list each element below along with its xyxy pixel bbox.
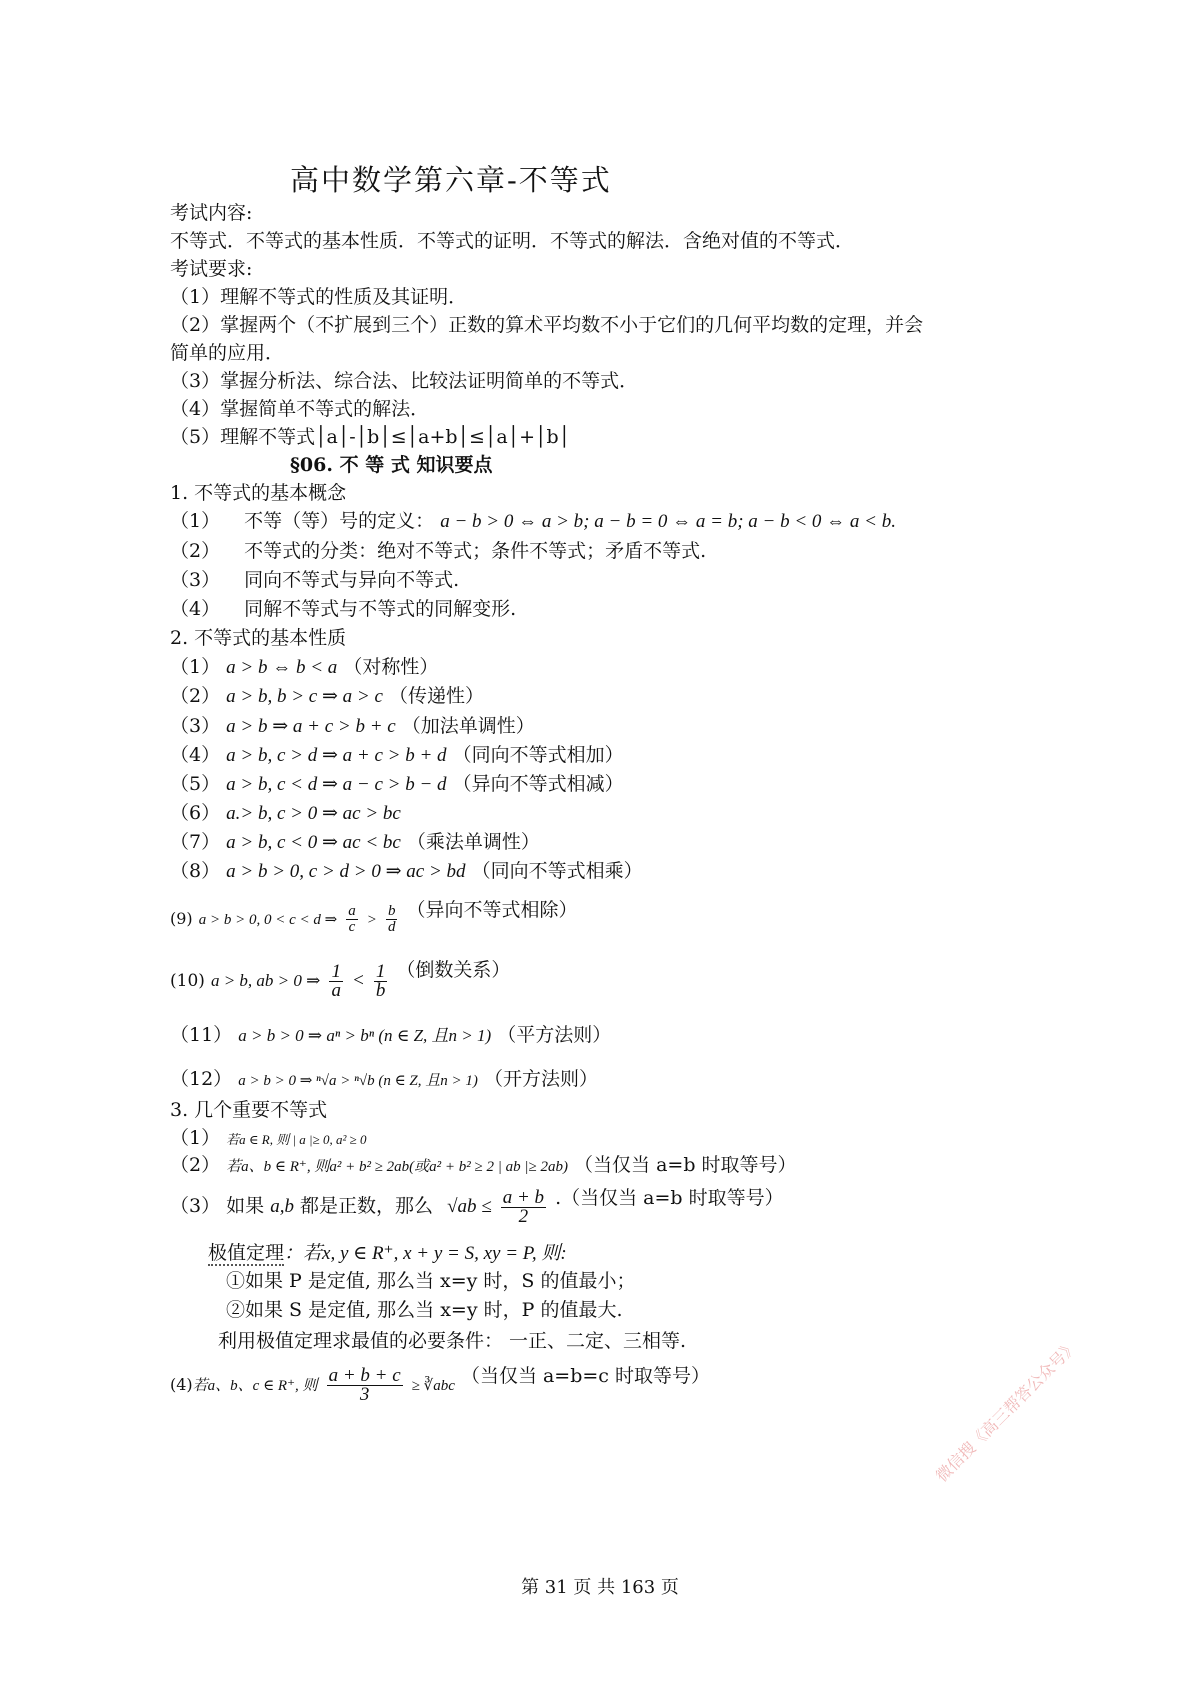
- sec1-item-1: [170, 508, 896, 535]
- requirement-5: （5）理解不等式│a│-│b│≤│a+b│≤│a│+│b│: [170, 426, 571, 448]
- property-8: [170, 858, 643, 885]
- property-math: a > b > 0 ⇒ ⁿ√a > ⁿ√b (n ∈ Z, 且n > 1): [238, 1073, 478, 1089]
- property-3: [170, 713, 535, 740]
- inequality-1: [170, 1125, 367, 1153]
- inequality-note: （当仅当 a=b 时取等号）: [574, 1154, 797, 1176]
- property-num: (10): [170, 971, 205, 991]
- sec1-item-num: （3）: [170, 569, 221, 591]
- property-math: a > b, c > d ⇒ a + c > b + d: [226, 745, 447, 766]
- requirement-4: （4）掌握简单不等式的解法．: [170, 398, 430, 420]
- requirement-2-cont: 简单的应用．: [170, 342, 285, 364]
- property-note: （倒数关系）: [396, 959, 511, 981]
- property-10: [170, 958, 510, 1003]
- extreme-value-theorem: [208, 1240, 567, 1267]
- inequality-note: .（当仅当 a=b 时取等号）: [555, 1187, 784, 1209]
- inequality-math: 若a ∈ R, 则 | a |≥ 0, a² ≥ 0: [226, 1132, 367, 1147]
- property-math: a > b > 0, 0 < c < d ⇒: [198, 912, 338, 928]
- inequality-4: [170, 1362, 710, 1408]
- sec1-item-3: [170, 567, 459, 593]
- exam-content-heading: 考试内容:: [170, 202, 253, 224]
- property-12: [170, 1066, 598, 1094]
- property-math: a > b ⇒ a + c > b + c: [226, 716, 396, 737]
- property-num: （6）: [170, 802, 221, 824]
- property-num: （4）: [170, 744, 221, 766]
- property-1: [170, 654, 438, 681]
- sec3-heading: 3. 几个重要不等式: [170, 1099, 328, 1121]
- property-num: （3）: [170, 715, 221, 737]
- theorem-label: 极值定理: [208, 1242, 285, 1264]
- property-note: （传递性）: [388, 685, 484, 707]
- requirement-1: （1）理解不等式的性质及其证明．: [170, 286, 468, 308]
- sec1-item-num: （1）: [170, 510, 221, 532]
- theorem-line-3: 利用极值定理求最值的必要条件： 一正、二定、三相等.: [218, 1330, 687, 1352]
- theorem-condition: ：若x, y ∈ R⁺, x + y = S, xy = P, 则:: [284, 1243, 567, 1264]
- page-footer: 第 31 页 共 163 页: [521, 1577, 679, 1598]
- fraction-1-over-b: $\frac{1}{b}$: [375, 960, 386, 1001]
- property-note: （加法单调性）: [401, 715, 535, 737]
- property-note: （乘法单调性）: [406, 831, 540, 853]
- inequality-math: √ab ≤: [447, 1196, 492, 1217]
- less-than-sign: <: [351, 970, 365, 991]
- property-7: [170, 829, 540, 856]
- property-num: （2）: [170, 685, 221, 707]
- sec1-item-text: 同向不等式与异向不等式.: [244, 569, 460, 591]
- theorem-line-2: ②如果 S 是定值, 那么当 x=y 时，P 的值最大.: [226, 1299, 623, 1321]
- inequality-note: （当仅当 a=b=c 时取等号）: [460, 1365, 710, 1387]
- sec1-item-4: [170, 596, 516, 622]
- fraction-a-over-c: $\frac{a}{c}$: [348, 902, 356, 935]
- exam-content-text: 不等式．不等式的基本性质．不等式的证明．不等式的解法．含绝对值的不等式．: [170, 230, 855, 252]
- property-5: [170, 771, 624, 798]
- fraction-1-over-a: $\frac{1}{a}$: [331, 960, 341, 1001]
- inequality-text: 都是正数，那么: [300, 1195, 434, 1217]
- watermark: 微信搜《高三帮答公众号》: [932, 1336, 1082, 1486]
- sec1-heading: 1. 不等式的基本概念: [170, 482, 347, 504]
- property-math: a.> b, c > 0 ⇒ ac > bc: [226, 803, 401, 824]
- property-note: （同向不等式相乘）: [471, 860, 643, 882]
- property-math: a > b, ab > 0 ⇒: [210, 971, 321, 990]
- property-math: a > b > 0 ⇒ aⁿ > bⁿ (n ∈ Z, 且n > 1): [238, 1026, 492, 1045]
- property-6: [170, 800, 401, 827]
- property-note: （异向不等式相除）: [406, 899, 578, 921]
- sec1-item-num: （2）: [170, 540, 221, 562]
- page-title: 高中数学第六章-不等式: [290, 163, 612, 197]
- property-math: a > b ⇔ b < a: [226, 657, 338, 678]
- fraction-a-plus-b-over-2: $\frac{a + b}{2}$: [502, 1186, 545, 1227]
- property-num: （1）: [170, 656, 221, 678]
- fraction-b-over-d: $\frac{b}{d}$: [387, 902, 396, 935]
- inequality-rhs: ≥ ∛abc: [411, 1378, 455, 1394]
- inequality-text: 如果: [226, 1195, 265, 1217]
- inequality-math: 若a、b ∈ R⁺, 则a² + b² ≥ 2ab(或a² + b² ≥ 2 | ab |≥ 2ab): [226, 1159, 568, 1175]
- sec2-heading: 2. 不等式的基本性质: [170, 627, 347, 649]
- property-2: [170, 683, 484, 710]
- property-math: a > b, c < d ⇒ a − c > b − d: [226, 774, 447, 795]
- theorem-line-1: ①如果 P 是定值, 那么当 x=y 时，S 的值最小；: [226, 1270, 636, 1292]
- property-num: （7）: [170, 831, 221, 853]
- fraction-abc-over-3: $\frac{a + b + c}{3}$: [328, 1364, 401, 1405]
- property-num: （5）: [170, 773, 221, 795]
- sec1-item-text: 不等式的分类：绝对不等式；条件不等式；矛盾不等式.: [244, 540, 707, 562]
- property-num: (9): [170, 909, 193, 928]
- greater-than-sign: >: [366, 912, 377, 928]
- exam-requirements-heading: 考试要求:: [170, 258, 253, 280]
- property-math: a > b, b > c ⇒ a > c: [226, 686, 383, 707]
- sec1-item-text: 同解不等式与不等式的同解变形.: [244, 598, 517, 620]
- inequality-vars: a,b: [270, 1196, 294, 1217]
- property-math: a > b, c < 0 ⇒ ac < bc: [226, 832, 401, 853]
- inequality-num: （1）: [170, 1127, 221, 1149]
- sec1-item-text: 不等（等）号的定义：: [244, 510, 435, 532]
- inequality-2: [170, 1152, 797, 1180]
- section-title: §06. 不 等 式 知识要点: [290, 454, 493, 476]
- property-note: （平方法则）: [497, 1024, 612, 1046]
- property-math: a > b > 0, c > d > 0 ⇒ ac > bd: [226, 861, 466, 882]
- property-4: [170, 742, 624, 769]
- inequality-num: (4): [170, 1375, 193, 1394]
- property-note: （开方法则）: [483, 1068, 598, 1090]
- property-num: （8）: [170, 860, 221, 882]
- inequality-num: （2）: [170, 1154, 221, 1176]
- property-11: [170, 1022, 611, 1049]
- requirement-2: （2）掌握两个（不扩展到三个）正数的算术平均数不小于它们的几何平均数的定理，并会: [170, 314, 924, 336]
- property-note: （同向不等式相加）: [452, 744, 624, 766]
- property-9: [170, 898, 578, 940]
- property-num: （12）: [170, 1068, 233, 1090]
- inequality-3: [170, 1184, 784, 1229]
- sec1-item-num: （4）: [170, 598, 221, 620]
- inequality-num: （3）: [170, 1195, 221, 1217]
- property-note: （对称性）: [343, 656, 439, 678]
- requirement-3: （3）掌握分析法、综合法、比较法证明简单的不等式．: [170, 370, 639, 392]
- inequality-math: 若a、b、c ∈ R⁺, 则: [192, 1378, 318, 1394]
- sec1-item-math: a − b > 0 ⇔ a > b; a − b = 0 ⇔ a = b; a − b < 0 ⇔ a < b.: [440, 511, 896, 532]
- property-note: （异向不等式相减）: [452, 773, 624, 795]
- sec1-item-2: [170, 538, 706, 564]
- property-num: （11）: [170, 1024, 233, 1046]
